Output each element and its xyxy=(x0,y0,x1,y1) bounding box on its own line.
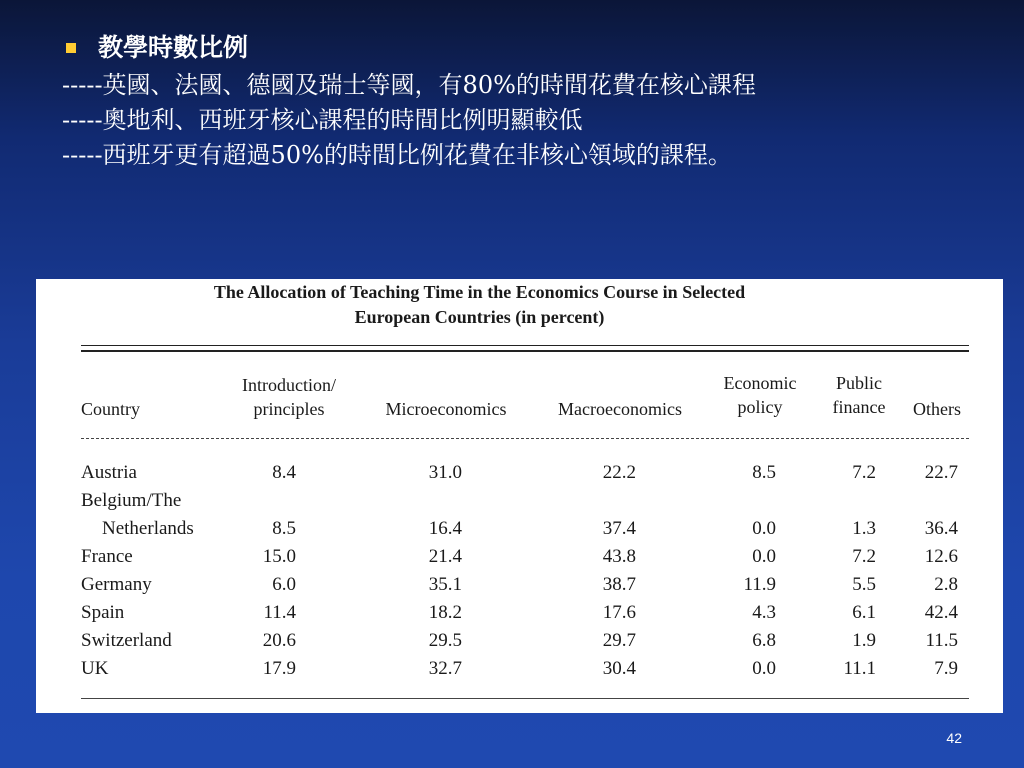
table-cell-others: 2.8 xyxy=(934,574,958,595)
header-finance-line-1: Public xyxy=(835,373,882,393)
table-cell-country: Germany xyxy=(81,574,152,595)
table-cell-policy: 0.0 xyxy=(752,546,776,567)
table-cell-finance: 11.1 xyxy=(843,658,876,679)
table-cell-others: 22.7 xyxy=(924,462,958,483)
square-bullet-icon xyxy=(66,43,76,53)
table-title-line-1: The Allocation of Teaching Time in the Economics Course in Selected xyxy=(213,282,746,302)
table-cell-policy: 11.9 xyxy=(743,574,776,595)
header-divider xyxy=(81,438,969,439)
table-cell-macro: 17.6 xyxy=(602,602,636,623)
table-cell-intro: 8.5 xyxy=(272,518,296,539)
header-intro-line-1: Introduction/ xyxy=(242,375,336,395)
table-cell-others: 36.4 xyxy=(924,518,958,539)
table-cell-macro: 38.7 xyxy=(602,574,636,595)
table-cell-macro: 30.4 xyxy=(602,658,636,679)
table-cell-policy: 6.8 xyxy=(752,630,776,651)
header-policy-line-2: policy xyxy=(737,397,783,417)
table-cell-micro: 35.1 xyxy=(428,574,462,595)
table-cell-finance: 1.9 xyxy=(852,630,876,651)
table-cell-country: Austria xyxy=(81,462,137,483)
table-cell-intro: 11.4 xyxy=(263,602,296,623)
table-cell-finance: 7.2 xyxy=(852,462,876,483)
header-micro: Microeconomics xyxy=(385,399,507,419)
table-cell-country: UK xyxy=(81,658,109,679)
table-cell-others: 42.4 xyxy=(924,602,958,623)
table-cell-intro: 6.0 xyxy=(272,574,296,595)
table-cell-intro: 17.9 xyxy=(262,658,296,679)
table-cell-country: Belgium/The xyxy=(81,490,182,511)
header-policy xyxy=(708,371,812,419)
table-cell-policy: 0.0 xyxy=(752,658,776,679)
page-number: 42 xyxy=(946,730,962,746)
table-cell-micro: 21.4 xyxy=(428,546,462,567)
table-cell-micro: 18.2 xyxy=(428,602,462,623)
header-finance xyxy=(821,371,897,419)
table-cell-macro: 37.4 xyxy=(602,518,636,539)
bullet-heading xyxy=(62,30,942,66)
table-cell-policy: 0.0 xyxy=(752,518,776,539)
header-others: Others xyxy=(913,399,961,419)
table-cell-others: 7.9 xyxy=(934,658,958,679)
table-cell-finance: 1.3 xyxy=(852,518,876,539)
table-cell-country: Switzerland xyxy=(81,630,172,651)
table-cell-others: 11.5 xyxy=(925,630,958,651)
header-intro-line-2: principles xyxy=(253,399,325,419)
table-cell-macro: 29.7 xyxy=(602,630,636,651)
table-title xyxy=(36,280,1003,330)
top-rule-thick xyxy=(81,350,969,352)
bottom-rule xyxy=(81,698,969,699)
top-rule-thin xyxy=(81,345,969,346)
table-cell-finance: 6.1 xyxy=(852,602,876,623)
header-country: Country xyxy=(81,399,141,419)
table-cell-intro: 15.0 xyxy=(262,546,296,567)
table-cell-micro: 16.4 xyxy=(428,518,462,539)
table-cell-micro: 31.0 xyxy=(428,462,462,483)
header-policy-line-1: Economic xyxy=(723,373,797,393)
table-cell-finance: 7.2 xyxy=(852,546,876,567)
table-cell-country: Spain xyxy=(81,602,125,623)
table-cell-others: 12.6 xyxy=(924,546,958,567)
table-cell-finance: 5.5 xyxy=(852,574,876,595)
table-cell-policy: 4.3 xyxy=(752,602,776,623)
table-cell-macro: 22.2 xyxy=(602,462,636,483)
table-cell-micro: 29.5 xyxy=(428,630,462,651)
table-title-line-2: European Countries (in percent) xyxy=(354,307,605,327)
table-cell-intro: 20.6 xyxy=(262,630,296,651)
header-macro: Macroeconomics xyxy=(558,399,682,419)
table-cell-policy: 8.5 xyxy=(752,462,776,483)
sub-line-1: -----英國、法國、德國及瑞士等國，有80%的時間花費在核心課程 xyxy=(62,71,756,99)
table-cell-country: France xyxy=(81,546,133,567)
bullet-block xyxy=(62,30,942,171)
header-intro xyxy=(224,373,354,421)
table-cell-macro: 43.8 xyxy=(602,546,636,567)
table-image-panel xyxy=(36,279,1003,713)
header-finance-line-2: finance xyxy=(832,397,886,417)
sub-line-3: -----西班牙更有超過50%的時間比例花費在非核心領域的課程。 xyxy=(62,141,732,169)
table-cell-country-continued: Netherlands xyxy=(102,518,194,539)
table-cell-intro: 8.4 xyxy=(272,462,296,483)
table-cell-micro: 32.7 xyxy=(428,658,462,679)
heading-text: 教學時數比例 xyxy=(98,33,249,62)
sub-line-2: -----奧地利、西班牙核心課程的時間比例明顯較低 xyxy=(62,106,583,134)
